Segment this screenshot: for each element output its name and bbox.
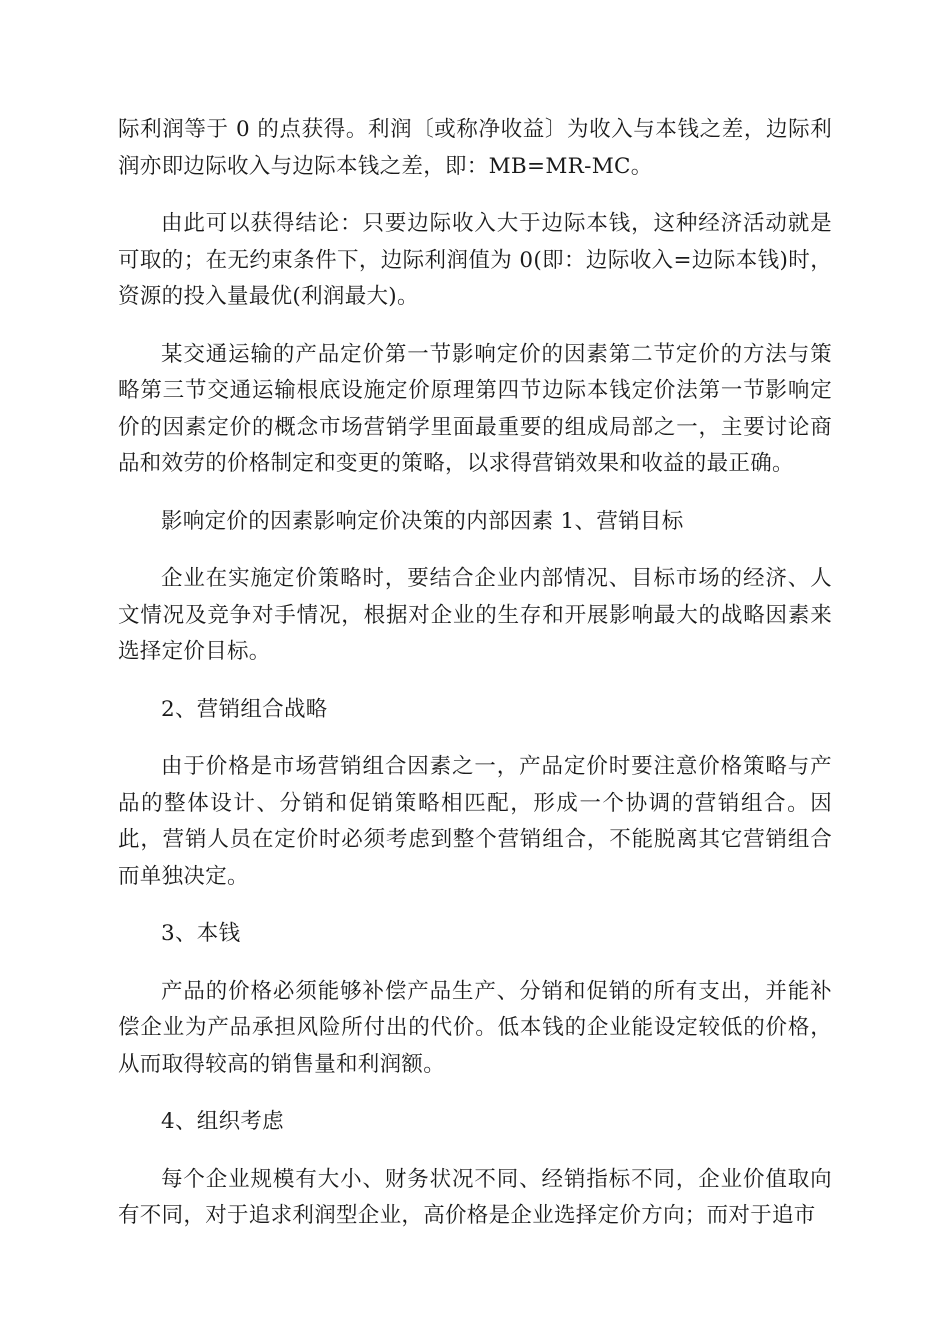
heading-cost: 3、本钱 xyxy=(161,921,241,946)
paragraph-pricing-overview: 某交通运输的产品定价第一节影响定价的因素第二节定价的方法与策略第三节交通运输根底设施定价原理第四节边际本钱定价法第一节影响定价的因素定价的概念市场营销学里面最重要的组成局部之一，主要讨论商品和效劳的价格制定和变更的策略，以求得营销效果和收益的最正确。 xyxy=(118,341,832,476)
paragraph-conclusion: 由此可以获得结论：只要边际收入大于边际本钱，这种经济活动就是可取的；在无约束条件下，边际利润值为 0(即：边际收入=边际本钱)时，资源的投入量最优(利润最大)。 xyxy=(118,211,832,309)
paragraph-marketing-goal: 企业在实施定价策略时，要结合企业内部情况、目标市场的经济、人文情况及竞争对手情况，根据对企业的生存和开展影响最大的战略因素来选择定价目标。 xyxy=(118,566,832,664)
paragraph-marginal-profit-definition: 际利润等于 0 的点获得。利润〔或称净收益〕为收入与本钱之差，边际利润亦即边际收入与边际本钱之差，即：MB=MR-MC。 xyxy=(118,117,832,179)
paragraph-marketing-mix: 由于价格是市场营销组合因素之一，产品定价时要注意价格策略与产品的整体设计、分销和促销策略相匹配，形成一个协调的营销组合。因此，营销人员在定价时必须考虑到整个营销组合，不能脱离其它营销组合而单独决定。 xyxy=(118,754,832,889)
paragraph-cost: 产品的价格必须能够补偿产品生产、分销和促销的所有支出，并能补偿企业为产品承担风险所付出的代价。低本钱的企业能设定较低的价格，从而取得较高的销售量和利润额。 xyxy=(118,978,832,1077)
paragraph-organization: 每个企业规模有大小、财务状况不同、经销指标不同，企业价值取向有不同，对于追求利润型企业，高价格是企业选择定价方向；而对于追市 xyxy=(118,1166,832,1228)
heading-marketing-mix: 2、营销组合战略 xyxy=(161,696,328,722)
heading-marketing-goal: 影响定价的因素影响定价决策的内部因素 1、营销目标 xyxy=(161,508,684,534)
heading-organization: 4、组织考虑 xyxy=(161,1109,284,1134)
